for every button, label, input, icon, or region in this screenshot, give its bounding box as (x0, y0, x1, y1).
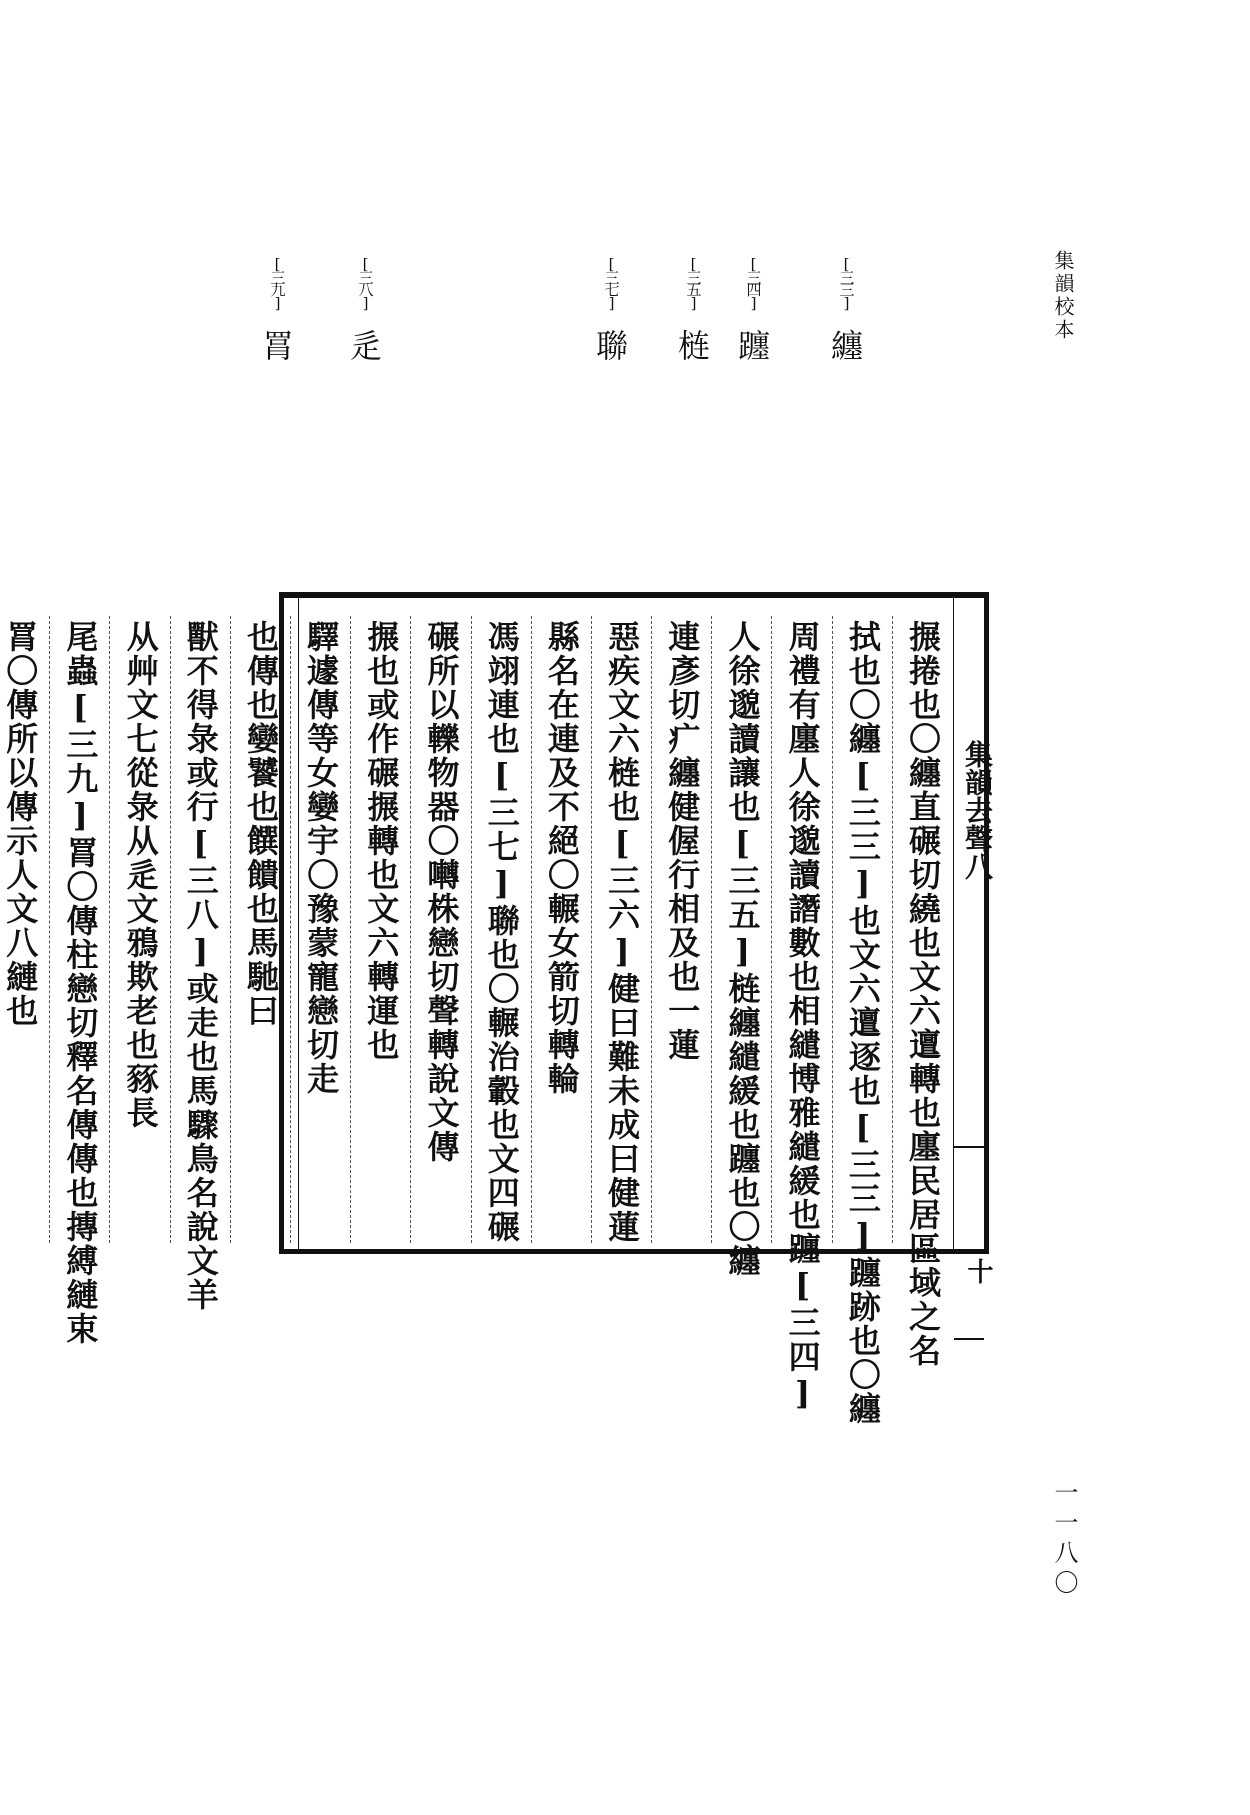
note-mark: [三九] (268, 255, 287, 309)
column-text: 罥〇傳所以傳示人文八縺也 (1, 620, 40, 1028)
note-char: 罥 (262, 327, 295, 365)
collation-note-3 (678, 255, 710, 367)
column-text: 縣名在連及不絕〇輾女箭切轉輪 (542, 620, 581, 1096)
column-text: 人徐邈讀讓也[三五]梿纏繾緩也躔也〇纏 (723, 620, 762, 1278)
block-center-margin (953, 598, 994, 1284)
text-column (832, 616, 892, 1426)
column-text: 連彥切疒纏健偓行相及也一蓮 (663, 620, 702, 1062)
text-column (892, 616, 952, 1368)
note-mark: [三八] (356, 255, 375, 309)
text-panel (1, 598, 994, 1426)
collation-note-5 (350, 255, 382, 367)
text-column (771, 616, 831, 1414)
note-mark: [三三] (837, 255, 856, 309)
column-text: 周禮有廛人徐邈讀譖數也相繾博雅繾緩也躔[三四] (783, 620, 822, 1414)
column-text: 馮翊連也[三七]聯也〇輾治轂也文四碾 (482, 620, 521, 1244)
column-text: 惡疾文六梿也[三六]健曰難未成曰健蓮 (603, 620, 642, 1244)
text-column (230, 616, 290, 1243)
page-number: 一一八〇 (1050, 1480, 1078, 1600)
text-column (170, 616, 230, 1312)
column-text: 碾所以轢物器〇囀株戀切聲轉說文傳 (422, 620, 461, 1164)
running-head: 集韻校本 (1051, 250, 1075, 342)
text-column (290, 616, 350, 1243)
note-mark: [三四] (744, 255, 763, 309)
woodblock-page-frame (1, 592, 994, 1426)
text-column (591, 616, 651, 1243)
column-text: 也傳也孌饕也饌饋也馬馳曰 (241, 620, 280, 1028)
column-text: 尾蟲[三九]罥〇傳柱戀切釋名傳傳也摶縛縺束 (61, 620, 100, 1346)
text-column (531, 616, 591, 1243)
note-char: 躔 (738, 327, 771, 365)
column-text: 獸不得彔或行[三八]或走也馬驟鳥名說文羊 (181, 620, 220, 1312)
note-char: 聯 (596, 327, 629, 365)
fish-tail-mark (954, 1338, 984, 1340)
collation-note-6 (262, 255, 294, 367)
column-text: 搌也或作碾搌轉也文六轉運也 (362, 620, 401, 1062)
text-column (109, 616, 169, 1243)
column-text: 从艸文七從彔从辵文鴉欺老也豩長 (121, 620, 160, 1130)
text-column (410, 616, 470, 1243)
text-column (651, 616, 711, 1243)
margin-title: 集韻去聲八 (961, 740, 994, 880)
text-column (49, 616, 109, 1346)
column-text: 驛遽傳等女孌宇〇豫蒙寵戀切走 (302, 620, 341, 1096)
note-char: 纏 (831, 327, 864, 365)
collation-note-2 (738, 255, 770, 367)
column-text: 搌捲也〇纏直碾切繞也文六邅轉也廛民居區域之名 (904, 620, 942, 1368)
text-column (711, 616, 771, 1278)
note-mark: [三五] (684, 255, 703, 309)
text-column (471, 616, 531, 1243)
note-mark: [三七] (602, 255, 621, 309)
note-char: 梿 (678, 327, 711, 365)
collation-note-1 (831, 255, 863, 367)
text-columns (1, 616, 952, 1426)
collation-note-4 (596, 255, 628, 367)
margin-juan-number: 十 (963, 1258, 993, 1284)
column-text: 拭也〇纏[三三]也文六邅逐也[三三]躔跡也〇纏 (843, 620, 882, 1426)
text-column (350, 616, 410, 1243)
note-char: 辵 (350, 327, 383, 365)
text-column (0, 616, 49, 1243)
fish-tail-mark (954, 1146, 984, 1148)
